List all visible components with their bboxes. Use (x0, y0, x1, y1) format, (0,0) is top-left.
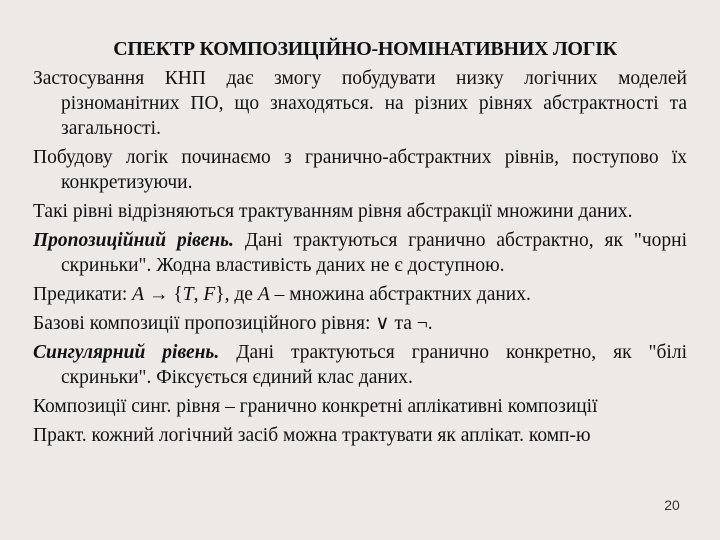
value-f: F (203, 284, 216, 305)
set-a-ref: A (257, 284, 270, 305)
comma-text: , (193, 284, 204, 305)
paragraph-2: Побудову логік починаємо з гранично-абстрактних рівнів, поступово їх конкретизуючи. (33, 147, 687, 193)
paragraph-1: Застосування КНП дає змогу побудувати низку логічних моделей різноманітних ПО, що знаходяться. на різних рівнях абстрактності та загальності. (33, 68, 687, 139)
arrow-text: → { (144, 284, 183, 305)
paragraph-4 (33, 228, 687, 278)
paragraph-7 (33, 340, 687, 390)
paragraph-7-text: Дані трактуються гранично конкретно, як "білі скриньки". Фіксується єдиний клас даних. (61, 342, 687, 388)
middle-text: }, де (215, 284, 258, 305)
slide-title: СПЕКТР КОМПОЗИЦІЙНО-НОМІНАТИВНИХ ЛОГІК (113, 38, 617, 60)
predicates-prefix: Предикати: (33, 284, 133, 305)
paragraph-8: Композиції синг. рівня – гранично конкретні аплікативні композиції (33, 396, 598, 417)
value-t: T (182, 284, 194, 305)
paragraph-9: Практ. кожний логічний засіб можна трактувати як аплікат. комп-ю (33, 425, 591, 446)
paragraph-6: Базові композиції пропозиційного рівня: ∨ та ¬. (33, 313, 433, 334)
paragraph-3: Такі рівні відрізняються трактуванням рівня абстракції множини даних. (33, 201, 633, 222)
term-singular-level: Сингулярний рівень. (33, 342, 220, 363)
term-propositional-level: Пропозиційний рівень. (33, 230, 234, 251)
slide-body (33, 66, 687, 452)
set-a: A (132, 284, 145, 305)
paragraph-5 (33, 282, 687, 307)
page-number: 20 (664, 497, 680, 513)
predicates-suffix: – множина абстрактних даних. (269, 284, 531, 305)
paragraph-4-text: Дані трактуються гранично абстрактно, як "чорні скриньки". Жодна властивість даних не є доступною. (61, 230, 687, 276)
